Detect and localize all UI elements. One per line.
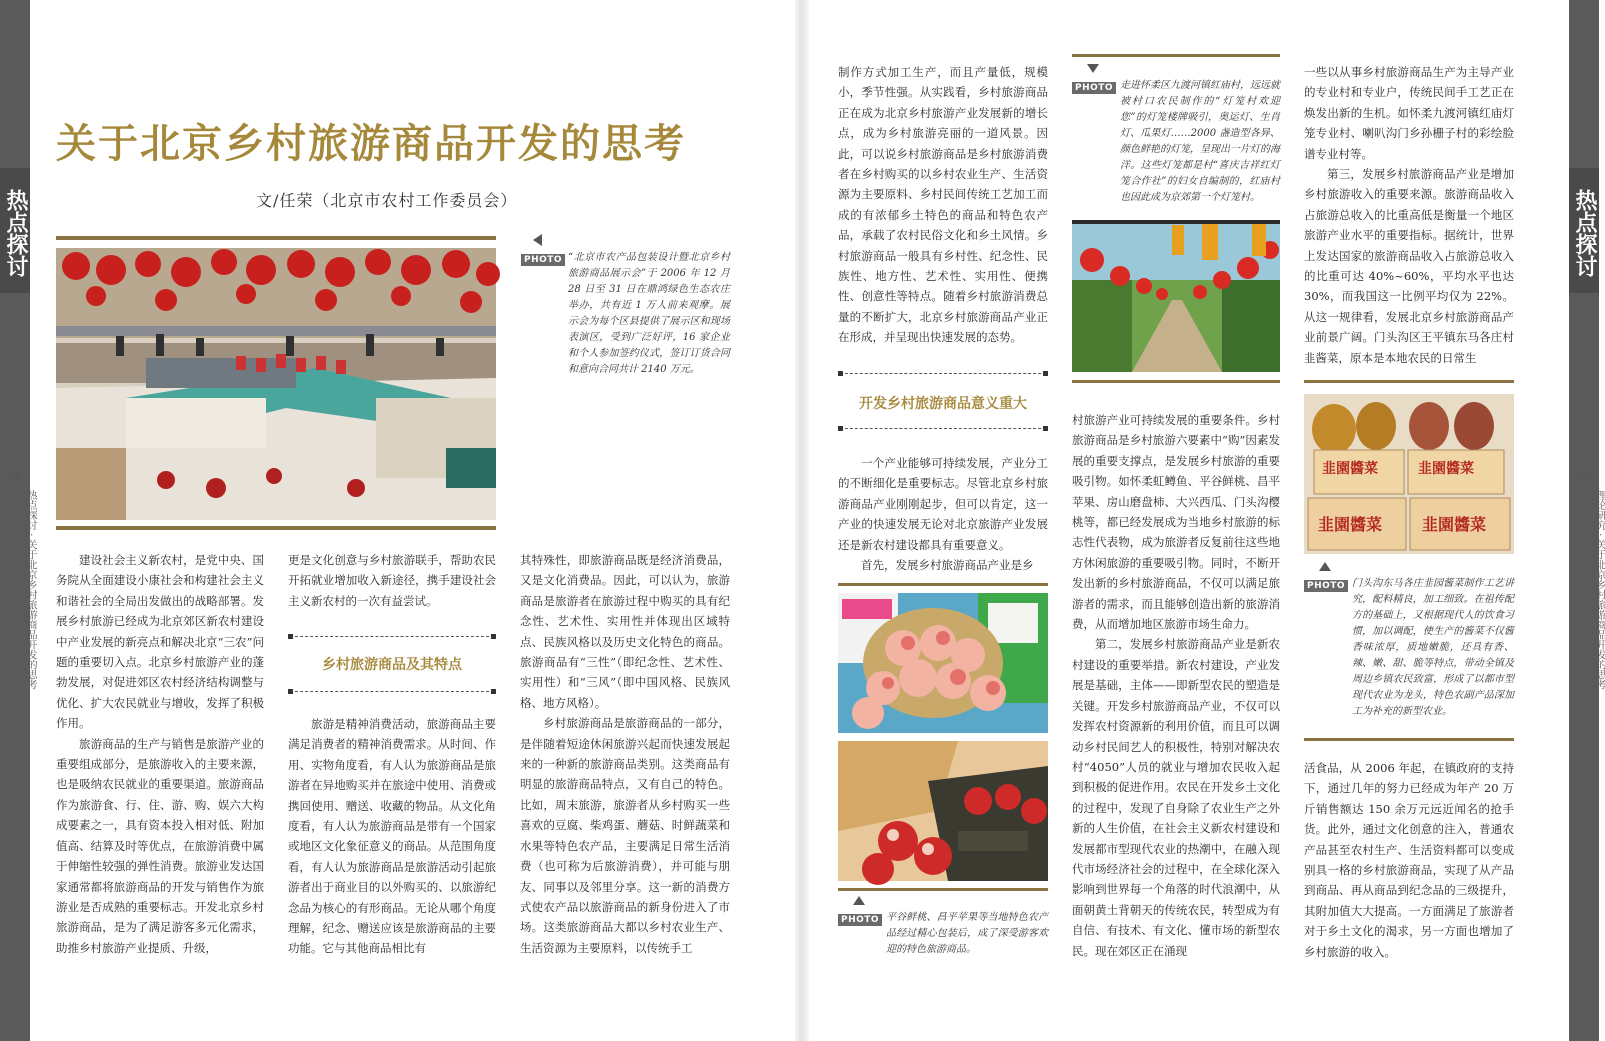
caption-fruit: 平谷鲜桃、昌平苹果等当地特色农产品经过精心包装后，成了深受游客欢迎的特色旅游商品。 bbox=[886, 912, 1048, 955]
photo-tag-fruit: PHOTO bbox=[838, 914, 882, 926]
pickle-photo-rule bbox=[1304, 380, 1514, 383]
column-2-bottom: 旅游是精神消费活动，旅游商品主要满足消费者的精神消费需求。从时间、作用、实物角度看，有人认为旅游商品是旅游者在异地购买并在旅途中使用、消费或携回使用、赠送、收藏的物品。从文化角度看，有人认为旅游商品是带有一个国家或地区文化象征意义的商品。从范围角度看，有人认为旅游商品是旅游活动引起旅游者出于商业目的以外购买的、以旅游纪念品为核心的有形商品。无论从哪个角度理解，纪念、赠送应该是旅游商品的主要功能。它与其他商品相比有 bbox=[288, 717, 496, 956]
page-gutter bbox=[795, 0, 809, 1041]
photo-tag-expo: PHOTO bbox=[521, 254, 565, 266]
fruit-photo-rule bbox=[838, 583, 1048, 586]
pickle-box-label-3: 韭園醬菜 bbox=[1318, 515, 1383, 534]
subhead-rule-bottom-right bbox=[840, 428, 1046, 429]
column-3: 其特殊性，即旅游商品既是经济消费品，又是文化消费品。因此，可以认为，旅游商品是旅游者在旅游过程中购买的具有纪念性、艺术性、实用性并体现出区域特点、民族风格以及历史文化特色的商品。旅游商品有“三性”（即纪念性、艺术性、实用性）和“三风”（即中国风格、民族风格、地方风格）。 乡村旅游商品是旅游商品的一部分，是伴随着短途休闲旅游兴起而快速发展起来的一种新的旅游商品类别。这类商品有明显的旅游商品特点，又有自己的特色。比如，周末旅游，旅游者从乡村购买一些喜欢的豆腐、柴鸡蛋、蘑菇、时鲜蔬菜和水果等特色农产品，主要满足日常生活消费（也可称为后旅游消费），并可能与朋友、同事以及邻里分享。这一新的消费方式使农产品以旅游商品的新身份进入了市场。这类旅游商品大都以乡村农业生产、生活资源为主要原料，以传统手工 bbox=[520, 553, 730, 955]
section-tab-left: 热点探讨 bbox=[0, 168, 30, 293]
page-number-right: 25 bbox=[1577, 470, 1591, 481]
caption-marker bbox=[533, 234, 542, 246]
column-5: 村旅游产业可持续发展的重要条件。乡村旅游商品是乡村旅游六要素中“购”因素发展的重要支撑点，是发展乡村旅游的重要吸引物。如怀柔虹鳟鱼、平谷鲜桃、昌平苹果、房山磨盘柿、大兴西瓜、门头沟樱桃等，都已经发展成为当地乡村旅游的标志性代表物，成为旅游者反复前往这些地方休闲旅游的重要吸引物。同时，不断开发出新的乡村旅游商品，不仅可以满足旅游者的需求，而且能够创造出新的旅游消费，从而增加地区旅游市场生命力。 第二，发展乡村旅游商品产业是新农村建设的重要举措。新农村建设，产业发展是基础，主体——即新型农民的塑造是关键。开发乡村旅游商品产业，不仅可以发挥农村资源新的利用价值，而且可以调动乡村民间艺人的积极性，特别对解决农村“4050”人员的就业与增加农民收入起到积极的促进作用。农民在开发乡土文化的过程中，发现了自身除了农业生产之外新的人生价值，在社会主义新农村建设和发展都市型现代农业的热潮中，在融入现代市场经济社会的过程中，在全球化深入影响到世界每一个角落的时代浪潮中，从面朝黄土背朝天的传统农民，转型成为有自信、有技术、有文化、懂市场的新型农民。现在郊区正在涌现 bbox=[1072, 413, 1280, 958]
column-4-bottom: 一个产业能够可持续发展，产业分工的不断细化是重要标志。尽管北京乡村旅游商品产业刚刚起步，但可以肯定，这一产业的快速发展无论对北京旅游产业发展还是新农村建设都具有重要意义。 首先，发展乡村旅游商品产业是乡 bbox=[838, 456, 1048, 573]
subhead-rule-bottom bbox=[290, 691, 494, 692]
pickle-box-label-4: 韭園醬菜 bbox=[1422, 515, 1487, 534]
article-byline: 文/任荣（北京市农村工作委员会） bbox=[256, 191, 518, 210]
lantern-photo-rule bbox=[1072, 380, 1280, 383]
photo-tag-pickles: PHOTO bbox=[1304, 580, 1348, 592]
subhead-features: 乡村旅游商品及其特点 bbox=[322, 657, 462, 673]
column-6-bottom: 活食品，从 2006 年起，在镇政府的支持下，通过几年的努力已经成为年产 20 万斤销售额达 150 余万元远近闻名的抢手货。此外，通过文化创意的注入，普通农产品甚至农村生产、生活资料都可以变成别具一格的乡村旅游商品，实现了从产品到商品、再从商品到纪念品的三级提升，其附加值大大提高。一方面满足了旅游者对于乡土文化的渴求，另一方面也增加了乡村旅游的收入。 bbox=[1304, 761, 1514, 959]
photo-pickles bbox=[1304, 394, 1514, 554]
caption-marker-pickles bbox=[1319, 562, 1331, 571]
photo-tag-lanterns: PHOTO bbox=[1072, 82, 1116, 94]
running-head-left: 热点探讨 · 关于北京乡村旅游商品开发的思考 bbox=[25, 490, 36, 690]
caption-expo: “北京市农产品包装设计暨北京乡村旅游商品展示会”于 2006 年 12 月 28 日至 31 日在鼎鸿绿色生态农庄举办，共有近 1 万人前来观摩。展示会为每个区县提供了展示区和现场表演区，受到广泛好评，16 家企业和个人参加签约仪式，签订订货合同和意向合同共计 2140 万元。 bbox=[568, 252, 730, 375]
column-6-top: 一些以从事乡村旅游商品生产为主导产业的专业村和专业户，传统民间手工艺正在焕发出新的生机。如怀柔九渡河镇红庙灯笼专业村、喇叭沟门乡孙栅子村的彩绘脸谱专业村等。 第三，发展乡村旅游商品产业是增加乡村旅游收入的重要来源。旅游商品收入占旅游总收入的比重高低是衡量一个地区旅游产业水平的重要指标。据统计，世界上发达国家的旅游商品收入占旅游总收入的比重可达 40%~60%，平均水平也达 30%，而我国这一比例平均仅为 22%。从这一规律看，发展北京乡村旅游商品产业前景广阔。门头沟区王平镇东马各庄村韭酱菜，原本是本地农民的日常生 bbox=[1304, 65, 1514, 365]
subhead-significance: 开发乡村旅游商品意义重大 bbox=[859, 396, 1027, 412]
title-rule-left bbox=[56, 236, 496, 240]
subhead-rule-top bbox=[290, 636, 494, 637]
caption-pickles: 门头沟东马各庄韭园酱菜制作工艺讲究，配料精良，加工细致。在祖传配方的基础上，又根据现代人的饮食习惯，加以调配，使生产的酱菜不仅酱香味浓厚，质地嫩脆，还具有香、辣、嫩、甜、脆等特点，带动全镇及周边乡镇农民致富，形成了以都市型现代农业为龙头，特色农副产品深加工为补充的新型农业。 bbox=[1352, 578, 1514, 717]
photo-expo-hall bbox=[56, 248, 496, 520]
photo-lanterns bbox=[1072, 220, 1280, 372]
caption-marker-fruit bbox=[853, 896, 865, 905]
photo-rule-bottom bbox=[56, 526, 496, 530]
pickle-caption-rule bbox=[1304, 738, 1514, 741]
subhead-rule-top-right bbox=[840, 373, 1046, 374]
column-2-top: 更是文化创意与乡村旅游联手，帮助农民开拓就业增加收入新途径，携手建设社会主义新农村的一次有益尝试。 bbox=[288, 553, 496, 608]
fruit-photo-rule-bottom bbox=[838, 888, 1048, 891]
lantern-caption-rule bbox=[1072, 54, 1280, 57]
pickle-box-label-1: 韭園醬菜 bbox=[1322, 461, 1378, 477]
photo-apples bbox=[838, 741, 1048, 881]
article-title: 关于北京乡村旅游商品开发的思考 bbox=[56, 121, 686, 167]
caption-lanterns: 走进怀柔区九渡河镇红庙村，远远就被村口农民制作的“灯笼村欢迎您”的灯笼楼牌吸引，奥运灯、生肖灯、瓜果灯……2000 盏造型各异、颜色鲜艳的灯笼，呈现出一片灯的海洋。这些灯笼都是村“喜庆吉祥红灯笼合作社”的妇女自编制的，红庙村也因此成为京郊第一个灯笼村。 bbox=[1120, 80, 1280, 203]
caption-marker-lanterns bbox=[1087, 64, 1099, 73]
page-number-left: 24 bbox=[8, 470, 22, 481]
running-head-right: 理论研究 · 关于北京乡村旅游商品开发的思考 bbox=[1594, 490, 1605, 690]
section-tab-right: 热点探讨 bbox=[1569, 168, 1599, 293]
column-1: 建设社会主义新农村，是党中央、国务院从全面建设小康社会和构建社会主义和谐社会的全局出发做出的战略部署。发展乡村旅游已经成为北京郊区新农村建设中产业发展的新亮点和解决北京“三农”问题的重要切入点。北京乡村旅游产业的蓬勃发展，对促进郊区农村经济结构调整与优化、扩大农民就业与增收，发挥了积极作用。 旅游商品的生产与销售是旅游产业的重要组成部分，是旅游收入的主要来源，也是吸纳农民就业的重要渠道。旅游商品作为旅游食、行、住、游、购、娱六大构成要素之一，具有资本投入相对低、附加值高、结算及时等优点，在旅游消费中属于伸缩性较强的弹性消费。旅游业发达国家通常都将旅游商品的开发与销售作为旅游业是否成熟的重要标志。开发北京乡村旅游商品，是为了满足游客多元化需求，助推乡村旅游产业提质、升级， bbox=[56, 553, 264, 955]
photo-peaches bbox=[838, 593, 1048, 733]
pickle-box-label-2: 韭園醬菜 bbox=[1418, 461, 1474, 477]
column-4-top: 制作方式加工生产，而且产量低，规模小，季节性强。从实践看，乡村旅游商品正在成为北京乡村旅游产业发展新的增长点，成为乡村旅游亮丽的一道风景。因此，可以说乡村旅游商品是乡村旅游消费者在乡村购买的以乡村农业生产、生活资源为主要原料、乡村民间传统工艺加工而成的有浓郁乡土特色的商品和特色农产品，承载了农村民俗文化和乡土风情。乡村旅游商品一般具有乡村性、纪念性、民族性、地方性、艺术性、实用性、便携性、创意性等特点。随着乡村旅游消费总量的不断扩大，北京乡村旅游商品产业正在形成，并呈现出快速发展的态势。 bbox=[838, 65, 1048, 345]
